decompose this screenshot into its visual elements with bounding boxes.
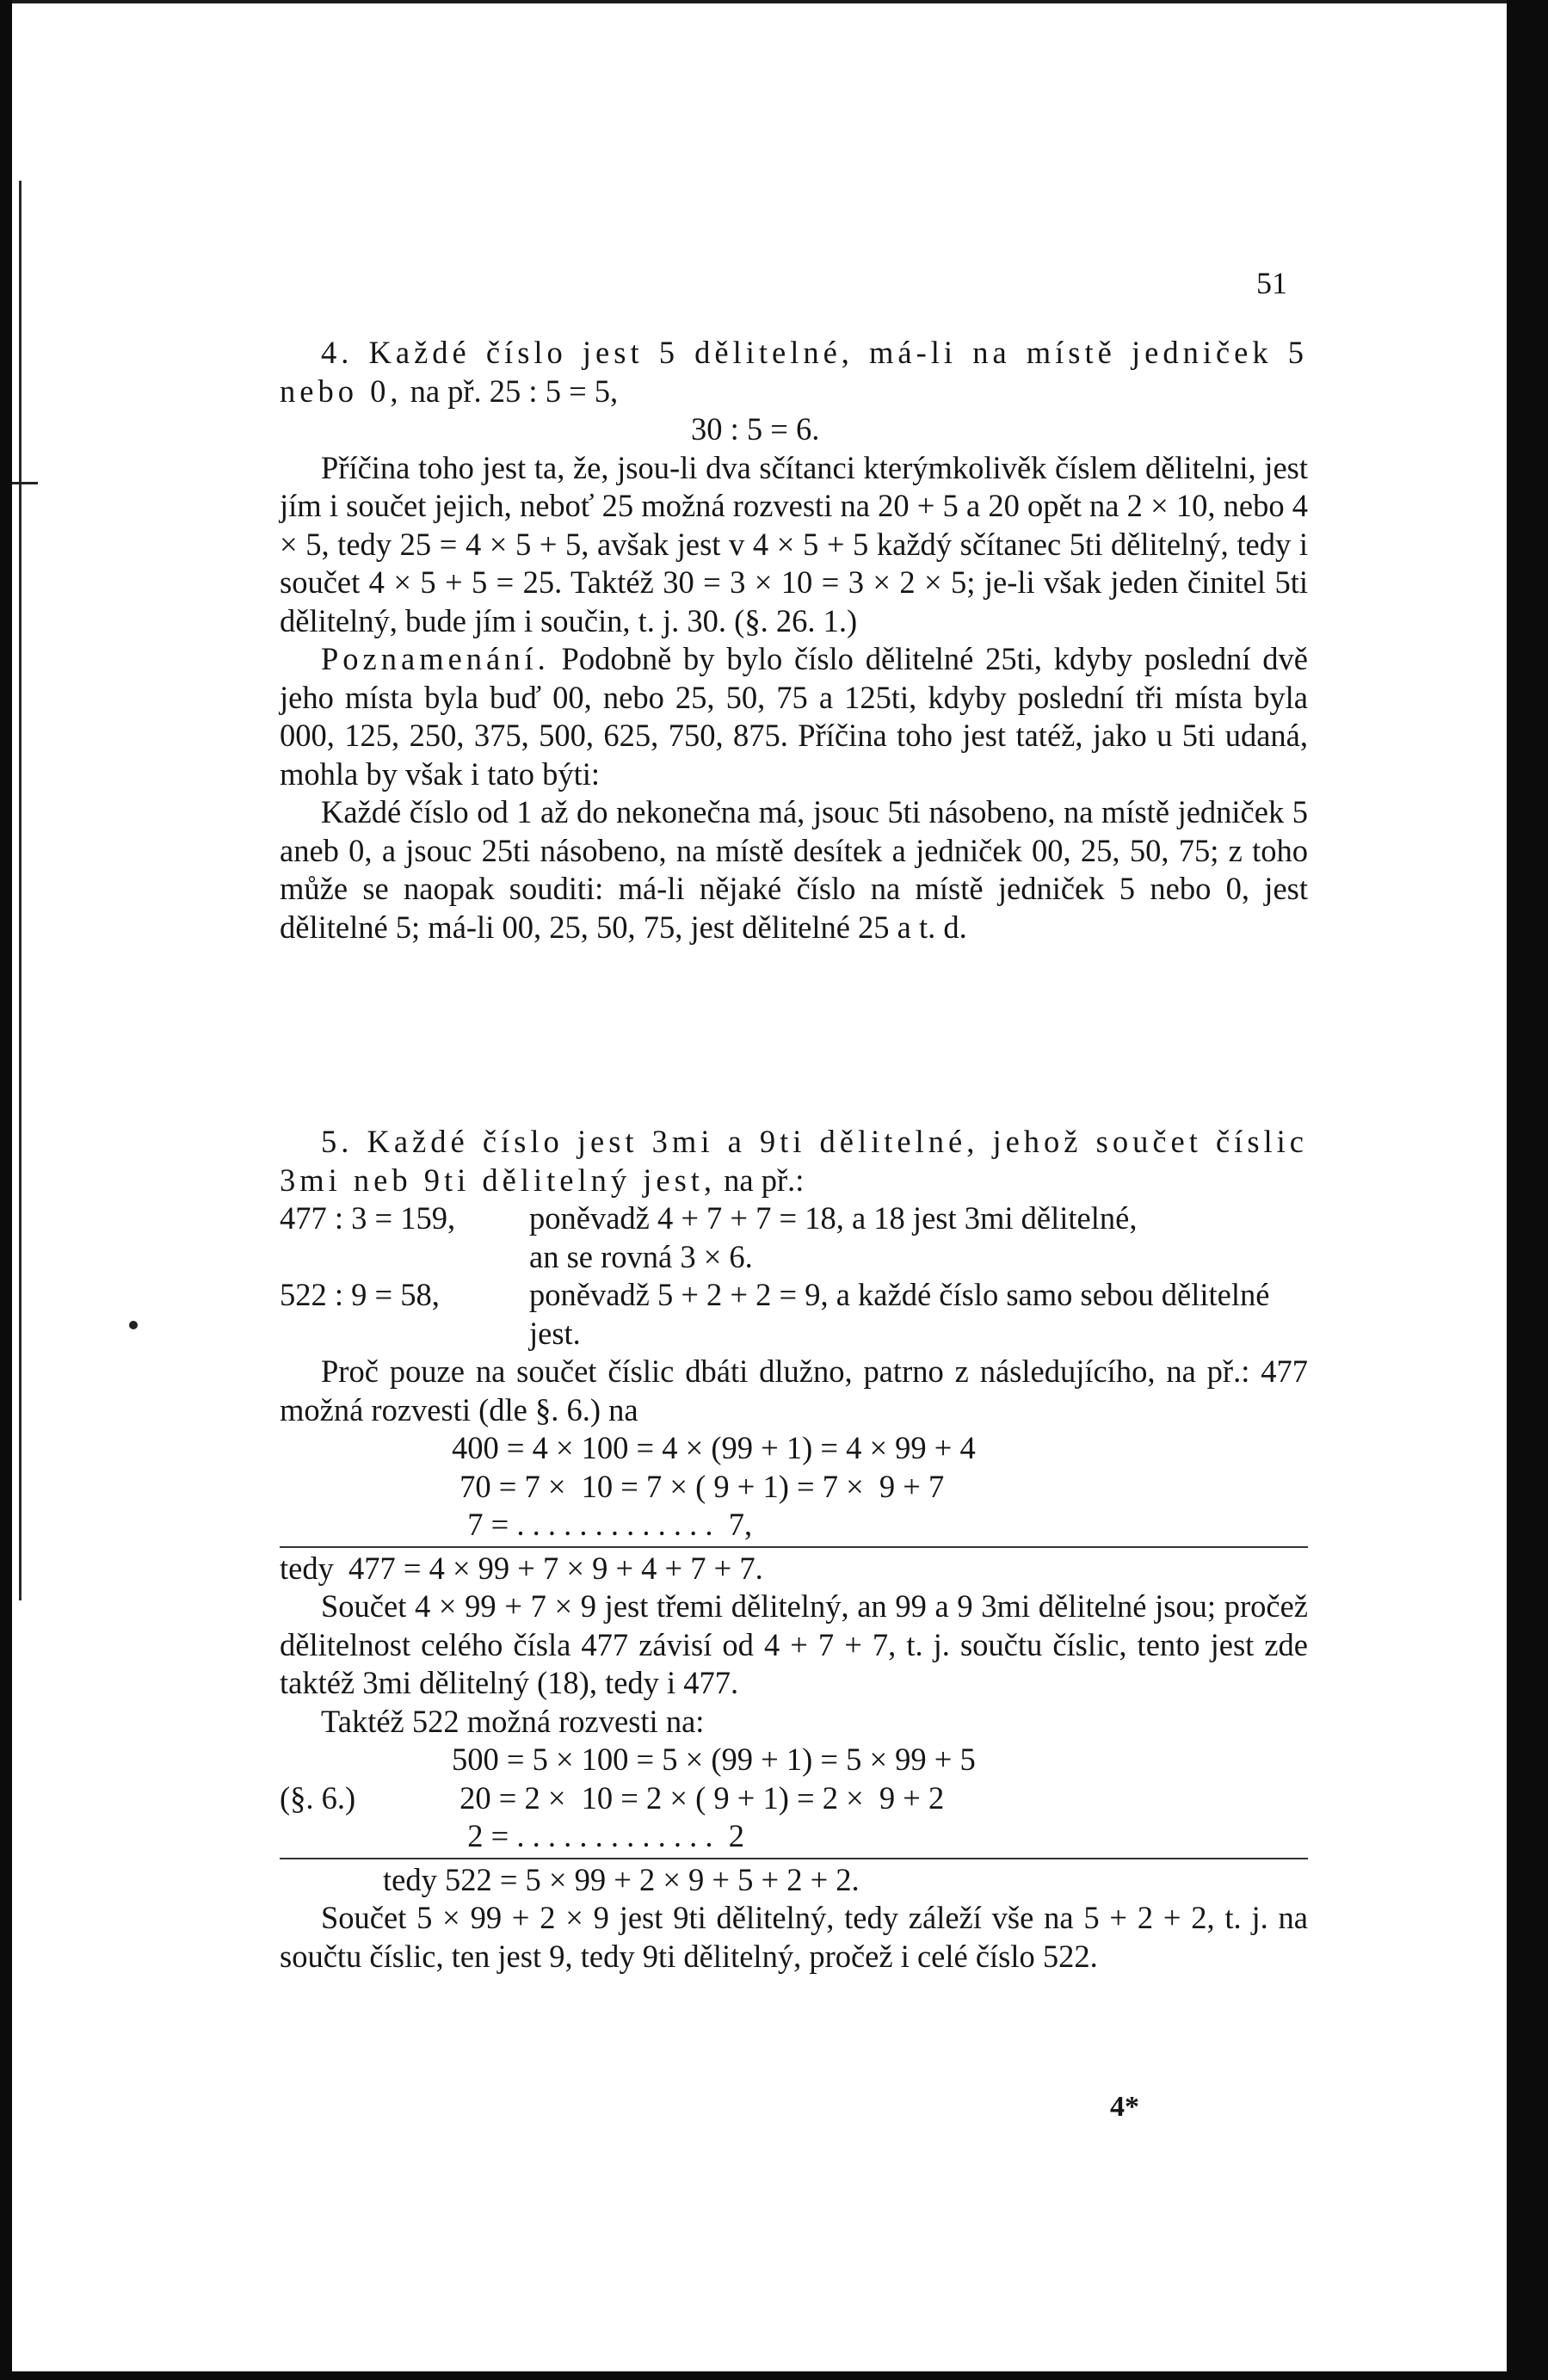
sum-paragraph-522: Součet 5 × 99 + 2 × 9 jest 9ti dělitelný, tedy záleží vše na 5 + 2 + 2, t. j. na součtu číslic, ten jest 9, tedy 9ti dělitelný, pročež i celé číslo 522. — [280, 1900, 1308, 1974]
sum-rule — [280, 1858, 1308, 1859]
calc-row — [280, 1468, 1308, 1507]
calc-total-row — [280, 1550, 1308, 1588]
example-522-rhs: poněvadž 5 + 2 + 2 = 9, a každé číslo samo sebou dělitelné jest. — [529, 1277, 1270, 1351]
calc-line: 20 = 2 × 10 = 2 × ( 9 + 1) = 2 × 9 + 2 — [452, 1779, 945, 1816]
example-522 — [280, 1276, 1308, 1353]
calc-total: tedy 522 = 5 × 99 + 2 × 9 + 5 + 2 + 2. — [383, 1861, 860, 1897]
calc-line: 400 = 4 × 100 = 4 × (99 + 1) = 4 × 99 + 4 — [452, 1430, 976, 1465]
rule-4-example-2: 30 : 5 = 6. — [691, 411, 820, 447]
scan-border-right — [1507, 0, 1548, 2380]
calc-line: 500 = 5 × 100 = 5 × (99 + 1) = 5 × 99 + 5 — [452, 1742, 976, 1777]
scan-border-left — [0, 0, 12, 2380]
rule-4-heading — [280, 334, 1308, 410]
sum-paragraph-477: Součet 4 × 99 + 7 × 9 jest třemi dělitelný, an 99 a 9 3mi dělitelné jsou; pročež dělitelnost celého čísla 477 závisí od 4 + 7 + 7, t. j. součtu číslic, tento jest zde taktéž 3mi dělitelný (18), tedy i 477. — [280, 1588, 1308, 1700]
ink-dot — [129, 1321, 138, 1329]
rule-5-section — [280, 1123, 1308, 1976]
example-477-cont: an se rovná 3 × 6. — [529, 1238, 753, 1274]
scan-border-bottom — [0, 2371, 1548, 2380]
calc-line: 2 = . . . . . . . . . . . . . 2 — [452, 1818, 744, 1853]
calc-total-label: tedy — [280, 1550, 334, 1586]
calc-row — [280, 1506, 1308, 1545]
note-label: Poznamenání. — [321, 641, 550, 676]
calc-line: 70 = 7 × 10 = 7 × ( 9 + 1) = 7 × 9 + 7 — [452, 1468, 945, 1504]
rule-5-title: 5. Každé číslo jest 3mi a 9ti dělitelné, jehož součet číslic 3mi neb 9ti dělitelný jest, — [280, 1124, 1308, 1198]
rule-5-heading — [280, 1123, 1308, 1199]
rule-4-note-cont: Každé číslo od 1 až do nekonečna má, jsouc 5ti násobeno, na místě jedniček 5 aneb 0, a jsouc 25ti násobeno, na místě desítek a jedniček 00, 25, 50, 75; z toho může se naopak souditi: má-li nějaké číslo na místě jedniček 5 nebo 0, jest dělitelné 5; má-li 00, 25, 50, 75, jest dělitelné 25 a t. d. — [280, 794, 1308, 945]
calc-row — [280, 1817, 1308, 1856]
example-477-lhs: 477 : 3 = 159, — [280, 1200, 456, 1236]
rule-5-example: na př.: — [716, 1162, 805, 1198]
also-paragraph: Taktéž 522 možná rozvesti na: — [321, 1703, 705, 1739]
rule-4-reason: Příčina toho jest ta, že, jsou-li dva sčítanci kterýmkolivěk číslem dělitelni, jest jím i součet jejich, neboť 25 možná rozvesti na 20 + 5 a 20 opět na 2 × 10, nebo 4 × 5, tedy 25 = 4 × 5 + 5, avšak jest v 4 × 5 + 5 každý sčítanec 5ti dělitelný, tedy i součet 4 × 5 + 5 = 25. Taktéž 30 = 3 × 10 = 3 × 2 × 5; je-li však jeden činitel 5ti dělitelný, bude jím i součin, t. j. 30. (§. 26. 1.) — [280, 449, 1308, 638]
calc-line: 7 = . . . . . . . . . . . . . 7, — [452, 1507, 753, 1542]
example-477-rhs: poněvadž 4 + 7 + 7 = 18, a 18 jest 3mi dělitelné, — [529, 1200, 1138, 1236]
rule-4-title: 4. Každé číslo jest 5 dělitelné, má-li na místě jedniček 5 nebo 0, — [280, 335, 1308, 409]
calc-total-row — [280, 1861, 1308, 1900]
calculation-477 — [280, 1429, 1308, 1588]
example-522-lhs: 522 : 9 = 58, — [280, 1277, 440, 1312]
sum-rule — [280, 1546, 1308, 1548]
calc-total: 477 = 4 × 99 + 7 × 9 + 4 + 7 + 7. — [348, 1550, 763, 1586]
page-number: 51 — [1256, 266, 1287, 300]
signature-mark: 4* — [1110, 2091, 1139, 2123]
calc-row — [280, 1779, 1308, 1818]
binding-mark — [12, 482, 38, 484]
calc-row — [280, 1429, 1308, 1468]
rule-4-section — [280, 334, 1308, 946]
calculation-522 — [280, 1741, 1308, 1899]
calc-row — [280, 1741, 1308, 1779]
rule-4-example: na př. 25 : 5 = 5, — [402, 373, 619, 409]
why-paragraph: Proč pouze na součet číslic dbáti dlužno, patrno z následujícího, na př.: 477 možná rozvesti (dle §. 6.) na — [280, 1353, 1308, 1427]
calc-reference: (§. 6.) — [280, 1779, 356, 1816]
binding-edge — [19, 181, 22, 1600]
note-text: Podobně by bylo číslo dělitelné 25ti, kdyby poslední dvě jeho místa byla buď 00, nebo 25, 50, 75 a 125ti, kdyby poslední tři místa byla 000, 125, 250, 375, 500, 625, 750, 875. Příčina toho jest tatéž, jako u 5ti udaná, mohla by však i tato býti: — [280, 641, 1308, 792]
rule-4-note — [280, 640, 1308, 793]
example-477 — [280, 1199, 1308, 1238]
scan-border-top — [0, 0, 1548, 3]
